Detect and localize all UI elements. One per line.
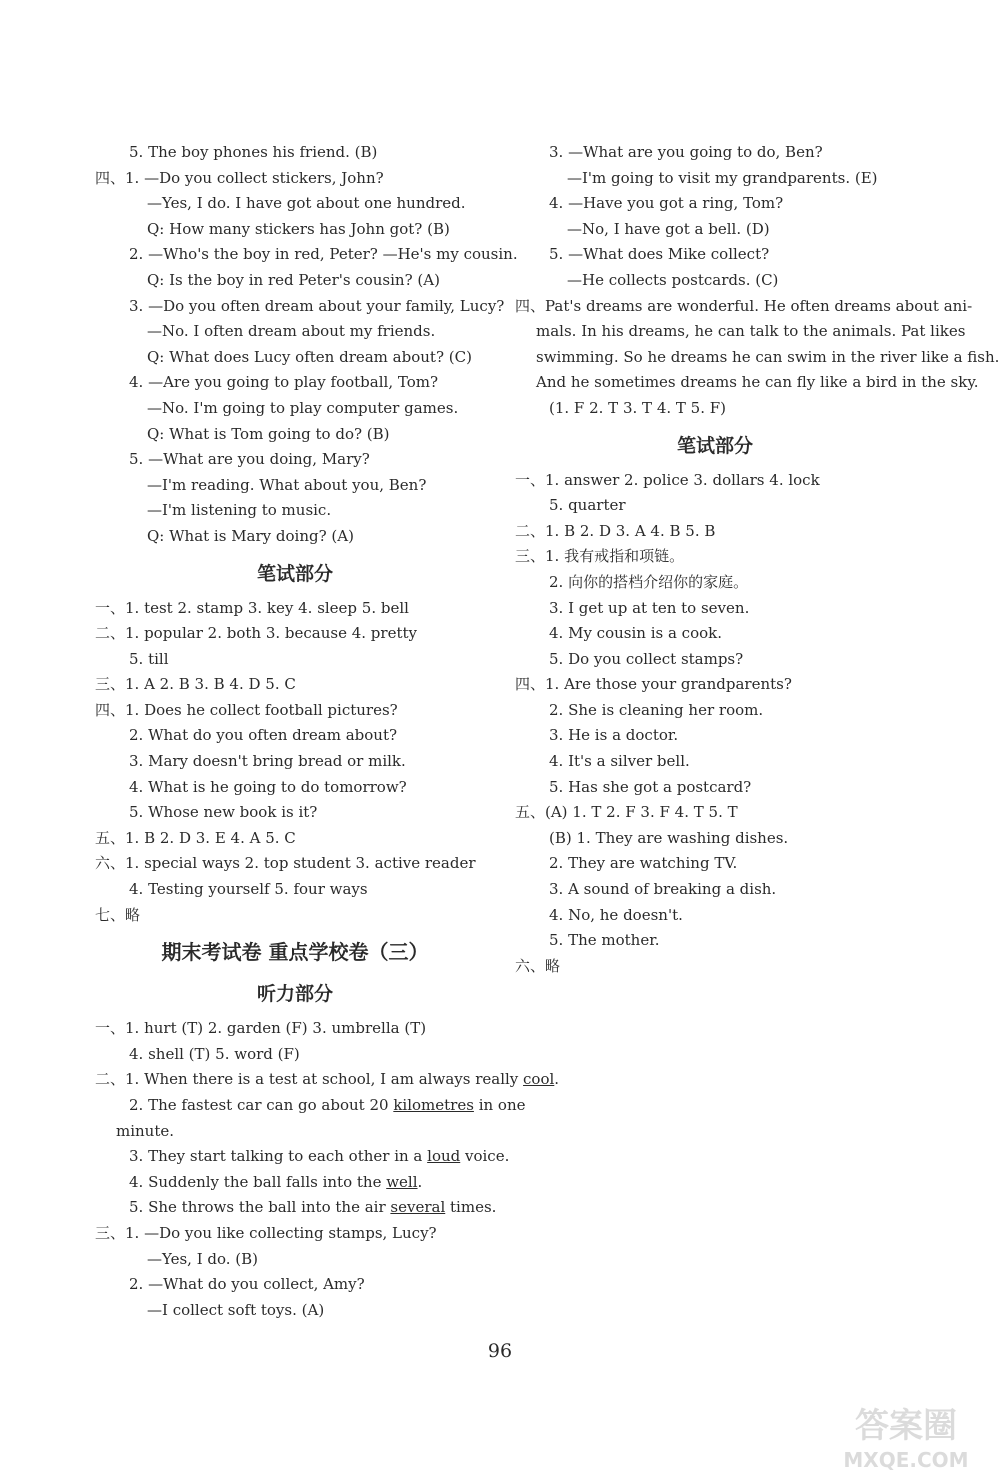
underlined-word: loud (427, 1147, 461, 1166)
section-heading: 笔试部分 (256, 562, 333, 585)
answer-line: 二、1. B 2. D 3. A 4. B 5. B (515, 521, 716, 540)
sentence-text: . (554, 1070, 560, 1089)
answer-line: —No. I'm going to play computer games. (147, 398, 459, 417)
answer-line: 五、(A) 1. T 2. F 3. F 4. T 5. T (515, 803, 738, 822)
answer-line: 3. —Do you often dream about your family, Lucy? (129, 296, 505, 315)
answer-line: 4. shell (T) 5. word (F) (129, 1044, 300, 1063)
answer-line (95, 1144, 510, 1170)
answer-line: 2. What do you often dream about? (129, 726, 398, 745)
answer-line: —I collect soft toys. (A) (147, 1300, 325, 1319)
underlined-word: cool (523, 1070, 555, 1089)
answer-line: 5. till (129, 649, 169, 668)
answer-line: 4. What is he going to do tomorrow? (129, 777, 407, 796)
answer-line: —He collects postcards. (C) (567, 270, 779, 289)
exam-title: 期末考试卷 重点学校卷（三） (161, 940, 429, 965)
answer-line: Q: What does Lucy often dream about? (C) (147, 347, 472, 366)
underlined-word: several (390, 1198, 446, 1217)
answer-line: —I'm reading. What about you, Ben? (147, 475, 427, 494)
answer-line: minute. (116, 1121, 175, 1140)
answer-line: —I'm listening to music. (147, 501, 332, 520)
answer-line: 七、略 (95, 905, 141, 924)
watermark-logo (816, 1399, 996, 1473)
answer-line: 3. Mary doesn't bring bread or milk. (129, 752, 406, 771)
answer-line: 3. I get up at ten to seven. (549, 598, 750, 617)
answer-line: 六、1. special ways 2. top student 3. active reader (95, 854, 476, 873)
answer-line: 三、1. —Do you like collecting stamps, Lucy? (95, 1223, 437, 1242)
answer-line: 3. He is a doctor. (549, 726, 679, 745)
answer-line: 4. No, he doesn't. (549, 905, 683, 924)
underlined-word: kilometres (393, 1096, 474, 1114)
answer-line: 3. —What are you going to do, Ben? (549, 143, 823, 161)
answer-line: 2. 向你的搭档介绍你的家庭。 (549, 572, 749, 591)
answer-line: 4. My cousin is a cook. (549, 624, 722, 643)
answer-line: 5. Do you collect stamps? (549, 649, 744, 668)
answer-line: Q: Is the boy in red Peter's cousin? (A) (147, 270, 440, 289)
answer-line: 3. A sound of breaking a dish. (549, 880, 777, 899)
answer-line: Q: What is Tom going to do? (B) (147, 424, 390, 443)
sentence-text: . (417, 1172, 423, 1191)
answer-line: 四、Pat's dreams are wonderful. He often dreams about ani- (515, 296, 973, 315)
sentence-text: times. (445, 1198, 497, 1217)
answer-line: 三、1. 我有戒指和项链。 (515, 547, 685, 566)
sentence-text: in one (473, 1096, 526, 1114)
answer-line: 三、1. A 2. B 3. B 4. D 5. C (95, 675, 296, 694)
answer-line: 2. —What do you collect, Amy? (129, 1275, 365, 1294)
answer-line: 5. —What are you doing, Mary? (129, 450, 370, 469)
answer-line (95, 1093, 526, 1119)
underlined-word: well (386, 1172, 418, 1191)
watermark-text-top: 答案圈 (855, 1406, 957, 1446)
answer-line: 四、1. Are those your grandparents? (515, 675, 792, 694)
watermark-text-bottom: MXQE.COM (843, 1448, 969, 1472)
sentence-text: 3. They start talking to each other in a (129, 1147, 428, 1166)
answer-line: 2. —Who's the boy in red, Peter? —He's my cousin. (129, 245, 518, 264)
answer-line (95, 1195, 495, 1221)
answer-line: Q: What is Mary doing? (A) (147, 526, 354, 545)
answer-line: —I'm going to visit my grandparents. (E) (567, 168, 878, 187)
answer-line: 二、1. popular 2. both 3. because 4. pretty (95, 624, 417, 643)
answer-line: swimming. So he dreams he can swim in the river like a fish. (536, 347, 1000, 366)
sentence-text: 4. Suddenly the ball falls into the (129, 1172, 387, 1191)
section-heading: 笔试部分 (676, 434, 753, 457)
answer-line: 5. —What does Mike collect? (549, 245, 770, 264)
answer-line: —No, I have got a bell. (D) (567, 219, 770, 238)
answer-line: 一、1. hurt (T) 2. garden (F) 3. umbrella (T) (95, 1019, 427, 1038)
section-heading: 听力部分 (256, 983, 333, 1006)
answer-line: 一、1. test 2. stamp 3. key 4. sleep 5. bell (95, 598, 409, 617)
sentence-text: 二、1. When there is a test at school, I am always really (95, 1070, 524, 1089)
right-column (515, 140, 1000, 979)
sentence-text: voice. (460, 1147, 510, 1166)
answer-line: 2. She is cleaning her room. (549, 700, 764, 719)
answer-line: 四、1. —Do you collect stickers, John? (95, 168, 384, 187)
answer-line: —Yes, I do. I have got about one hundred. (147, 194, 466, 213)
answer-line: 五、1. B 2. D 3. E 4. A 5. C (95, 828, 296, 847)
answer-line: 2. They are watching TV. (549, 854, 738, 873)
answer-line: (1. F 2. T 3. T 4. T 5. F) (549, 398, 727, 417)
answer-line: 5. Whose new book is it? (129, 803, 318, 822)
answer-line: 5. The mother. (549, 931, 660, 950)
answer-line: —No. I often dream about my friends. (147, 322, 436, 341)
answer-line: 5. quarter (549, 496, 626, 515)
sentence-text: 5. She throws the ball into the air (129, 1198, 391, 1217)
answer-line: —Yes, I do. (B) (147, 1249, 259, 1268)
answer-line: 六、略 (515, 956, 561, 975)
answer-line (95, 1170, 495, 1196)
answer-line: 4. Testing yourself 5. four ways (129, 880, 368, 899)
answer-line: 四、1. Does he collect football pictures? (95, 700, 398, 719)
sentence-text: 2. The fastest car can go about 20 (129, 1096, 394, 1114)
answer-line: 5. Has she got a postcard? (549, 777, 752, 796)
answer-line: And he sometimes dreams he can fly like a bird in the sky. (536, 373, 979, 392)
answer-line: 一、1. answer 2. police 3. dollars 4. lock (515, 470, 820, 489)
answer-line: 4. It's a silver bell. (549, 752, 690, 771)
answer-line: 4. —Are you going to play football, Tom? (129, 373, 438, 392)
answer-line: mals. In his dreams, he can talk to the animals. Pat likes (536, 322, 966, 341)
page-number: 96 (487, 1340, 513, 1362)
answer-line: Q: How many stickers has John got? (B) (147, 219, 450, 238)
answer-line: (B) 1. They are washing dishes. (549, 828, 789, 847)
answer-line: 4. —Have you got a ring, Tom? (549, 194, 784, 213)
answer-line (95, 1067, 560, 1093)
answer-line: 5. The boy phones his friend. (B) (129, 143, 378, 161)
